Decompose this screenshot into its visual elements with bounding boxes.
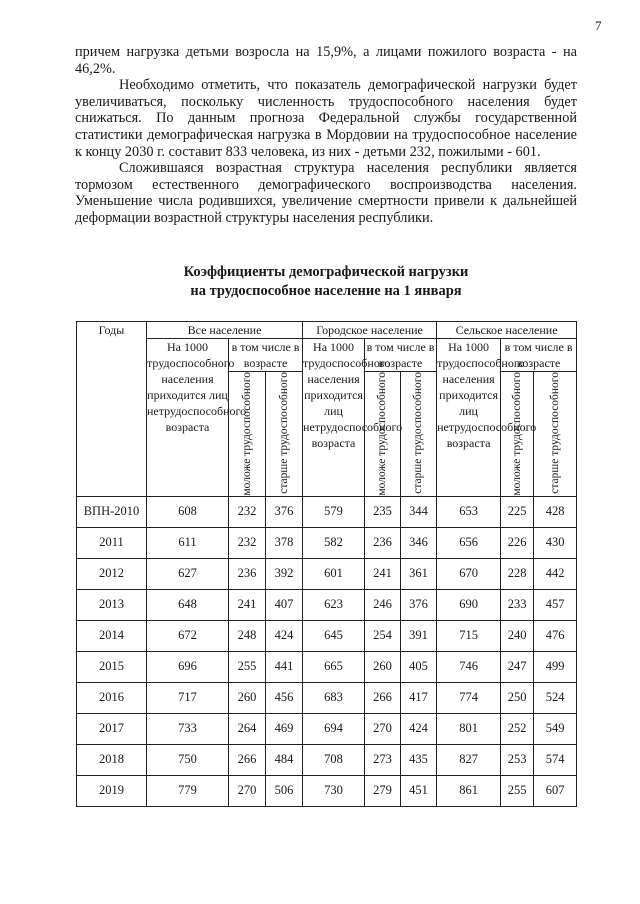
cell-value: 250 [501,682,534,713]
cell-value: 270 [365,713,401,744]
table-header [77,322,577,497]
table-row [77,527,577,558]
header-younger-cell [229,372,266,497]
cell-value: 391 [401,620,437,651]
cell-value: 252 [501,713,534,744]
cell-value: 456 [266,682,303,713]
header-incl: в том числе в возрасте [365,339,437,372]
cell-value: 623 [303,589,365,620]
cell-value: 484 [266,744,303,775]
cell-year: 2018 [77,744,147,775]
cell-value: 499 [534,651,577,682]
header-younger: моложе трудоспособного [376,372,389,496]
paragraph-3: Сложившаяся возрастная структура населения республики является тормозом естественного демографического воспроизводства населения. Уменьшение числа родившихся, увеличение смертности привели к дальнейшей деформации возрастной структуры населения республики. [75,160,577,226]
header-incl: в том числе в возрасте [229,339,303,372]
header-incl: в том числе в возрасте [501,339,577,372]
cell-value: 378 [266,527,303,558]
cell-year: 2015 [77,651,147,682]
cell-value: 715 [437,620,501,651]
cell-value: 730 [303,775,365,806]
cell-value: 376 [266,496,303,527]
header-older: старше трудоспособного [277,372,290,494]
table-title [75,263,577,301]
table-row [77,682,577,713]
cell-value: 601 [303,558,365,589]
cell-year: 2014 [77,620,147,651]
cell-year: 2012 [77,558,147,589]
cell-value: 254 [365,620,401,651]
table-row [77,713,577,744]
cell-value: 469 [266,713,303,744]
cell-value: 236 [229,558,266,589]
cell-value: 233 [501,589,534,620]
cell-value: 255 [501,775,534,806]
cell-year: 2011 [77,527,147,558]
table-row [77,589,577,620]
cell-value: 717 [147,682,229,713]
header-older-cell [266,372,303,497]
cell-value: 266 [365,682,401,713]
header-per1000: На 1000 трудоспособного населения приходится лиц нетрудоспособного возраста [303,339,365,497]
cell-value: 746 [437,651,501,682]
table-row [77,744,577,775]
cell-value: 248 [229,620,266,651]
cell-value: 608 [147,496,229,527]
cell-value: 241 [365,558,401,589]
cell-value: 451 [401,775,437,806]
cell-value: 428 [534,496,577,527]
cell-value: 225 [501,496,534,527]
cell-value: 424 [266,620,303,651]
cell-value: 611 [147,527,229,558]
cell-value: 279 [365,775,401,806]
cell-value: 273 [365,744,401,775]
cell-value: 232 [229,527,266,558]
cell-value: 733 [147,713,229,744]
table-row [77,775,577,806]
cell-year: 2019 [77,775,147,806]
header-group-all: Все население [147,322,303,339]
cell-value: 266 [229,744,266,775]
cell-value: 582 [303,527,365,558]
cell-value: 260 [365,651,401,682]
cell-value: 260 [229,682,266,713]
cell-value: 708 [303,744,365,775]
table-title-line-2: на трудоспособное население на 1 января [190,283,462,299]
cell-value: 255 [229,651,266,682]
cell-year: 2017 [77,713,147,744]
paragraph-2: Необходимо отметить, что показатель демографической нагрузки будет увеличиваться, поскольку численность трудоспособного населения будет снижаться. По данным прогноза Федеральной службы государственной статистики демографическая нагрузка в Мордовии на трудоспособное население к концу 2030 г. составит 833 человека, из них - детьми 232, пожилыми - 601. [75,77,577,160]
cell-value: 253 [501,744,534,775]
cell-value: 653 [437,496,501,527]
cell-value: 442 [534,558,577,589]
cell-value: 779 [147,775,229,806]
header-years: Годы [77,322,147,497]
cell-value: 264 [229,713,266,744]
cell-value: 683 [303,682,365,713]
cell-value: 344 [401,496,437,527]
cell-value: 361 [401,558,437,589]
header-older-cell [534,372,577,497]
cell-value: 645 [303,620,365,651]
table-row [77,620,577,651]
cell-value: 235 [365,496,401,527]
cell-value: 430 [534,527,577,558]
cell-value: 506 [266,775,303,806]
table-row [77,651,577,682]
header-older-cell [401,372,437,497]
cell-value: 648 [147,589,229,620]
cell-value: 694 [303,713,365,744]
cell-value: 861 [437,775,501,806]
cell-value: 672 [147,620,229,651]
cell-year: 2016 [77,682,147,713]
cell-value: 392 [266,558,303,589]
cell-value: 241 [229,589,266,620]
header-older: старше трудоспособного [548,372,561,494]
cell-value: 228 [501,558,534,589]
cell-value: 405 [401,651,437,682]
cell-value: 232 [229,496,266,527]
cell-value: 247 [501,651,534,682]
header-per1000: На 1000 трудоспособного населения приходится лиц нетрудоспособного возраста [437,339,501,497]
cell-value: 549 [534,713,577,744]
cell-value: 236 [365,527,401,558]
header-group-rural: Сельское население [437,322,577,339]
cell-value: 476 [534,620,577,651]
cell-value: 407 [266,589,303,620]
header-older: старше трудоспособного [412,372,425,494]
page-number: 7 [595,18,602,33]
cell-value: 441 [266,651,303,682]
cell-value: 417 [401,682,437,713]
cell-value: 774 [437,682,501,713]
cell-value: 226 [501,527,534,558]
header-group-urban: Городское население [303,322,437,339]
header-younger: моложе трудоспособного [240,372,253,496]
cell-value: 750 [147,744,229,775]
cell-year: ВПН-2010 [77,496,147,527]
table-row [77,496,577,527]
cell-value: 665 [303,651,365,682]
cell-value: 579 [303,496,365,527]
cell-value: 270 [229,775,266,806]
cell-value: 524 [534,682,577,713]
cell-value: 574 [534,744,577,775]
table-body [77,496,577,806]
header-per1000: На 1000 трудоспособного населения приходится лиц нетрудоспособного возраста [147,339,229,497]
cell-year: 2013 [77,589,147,620]
cell-value: 801 [437,713,501,744]
cell-value: 346 [401,527,437,558]
cell-value: 690 [437,589,501,620]
cell-value: 656 [437,527,501,558]
table-title-line-1: Коэффициенты демографической нагрузки [183,264,469,280]
cell-value: 827 [437,744,501,775]
header-younger: моложе трудоспособного [510,372,523,496]
body-text [75,44,577,227]
cell-value: 240 [501,620,534,651]
demographic-load-table [76,321,577,807]
table-row [77,558,577,589]
cell-value: 424 [401,713,437,744]
cell-value: 670 [437,558,501,589]
cell-value: 246 [365,589,401,620]
cell-value: 435 [401,744,437,775]
paragraph-1: причем нагрузка детьми возросла на 15,9%, а лицами пожилого возраста - на 46,2%. [75,44,577,77]
cell-value: 457 [534,589,577,620]
cell-value: 376 [401,589,437,620]
cell-value: 696 [147,651,229,682]
cell-value: 627 [147,558,229,589]
cell-value: 607 [534,775,577,806]
